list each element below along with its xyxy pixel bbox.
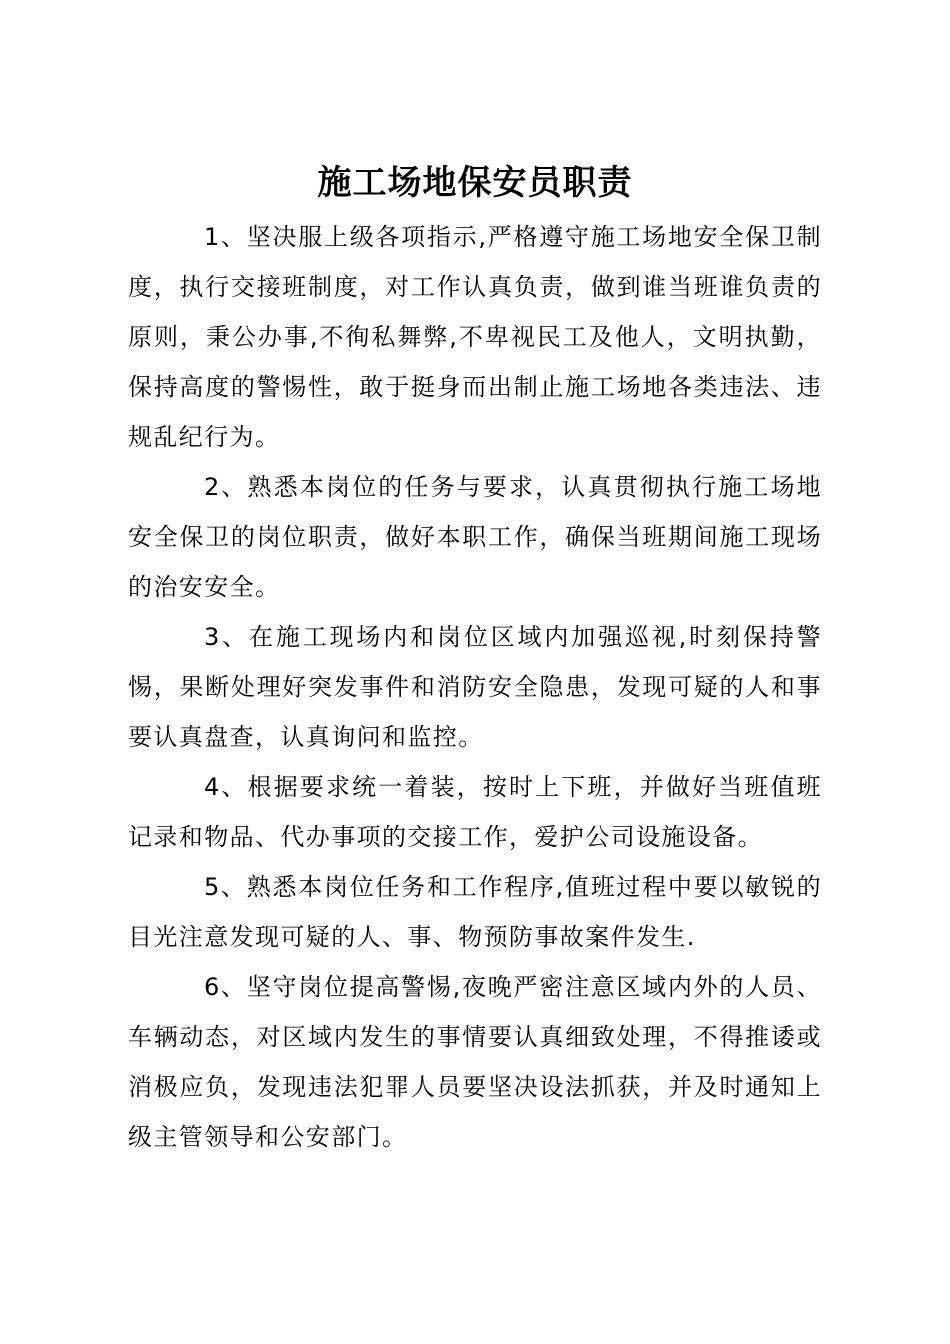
paragraph-2: 2、熟悉本岗位的任务与要求，认真贯彻执行施工场地安全保卫的岗位职责，做好本职工作，确保当班期间施工现场的治安安全。	[128, 473, 822, 601]
document-body	[128, 212, 822, 1162]
document-title: 施工场地保安员职责	[317, 162, 633, 203]
paragraph-6: 6、坚守岗位提高警惕,夜晚严密注意区域内外的人员、车辆动态，对区域内发生的事情要认真细致处理，不得推诿或消极应负，发现违法犯罪人员要坚决设法抓获，并及时通知上级主管领导和公安部门。	[128, 973, 822, 1151]
paragraph-3: 3、在施工现场内和岗位区域内加强巡视,时刻保持警惕，果断处理好突发事件和消防安全隐患，发现可疑的人和事要认真盘查，认真询问和监控。	[128, 623, 822, 751]
paragraph-4: 4、根据要求统一着装，按时上下班，并做好当班值班记录和物品、代办事项的交接工作，爱护公司设施设备。	[128, 773, 822, 851]
paragraph-1: 1、坚决服上级各项指示,严格遵守施工场地安全保卫制度，执行交接班制度，对工作认真负责，做到谁当班谁负责的原则，秉公办事,不徇私舞弊,不卑视民工及他人，文明执勤，保持高度的警惕性，敢于挺身而出制止施工场地各类违法、违规乱纪行为。	[128, 223, 822, 451]
paragraph-5: 5、熟悉本岗位任务和工作程序,值班过程中要以敏锐的目光注意发现可疑的人、事、物预防事故案件发生.	[128, 873, 822, 951]
